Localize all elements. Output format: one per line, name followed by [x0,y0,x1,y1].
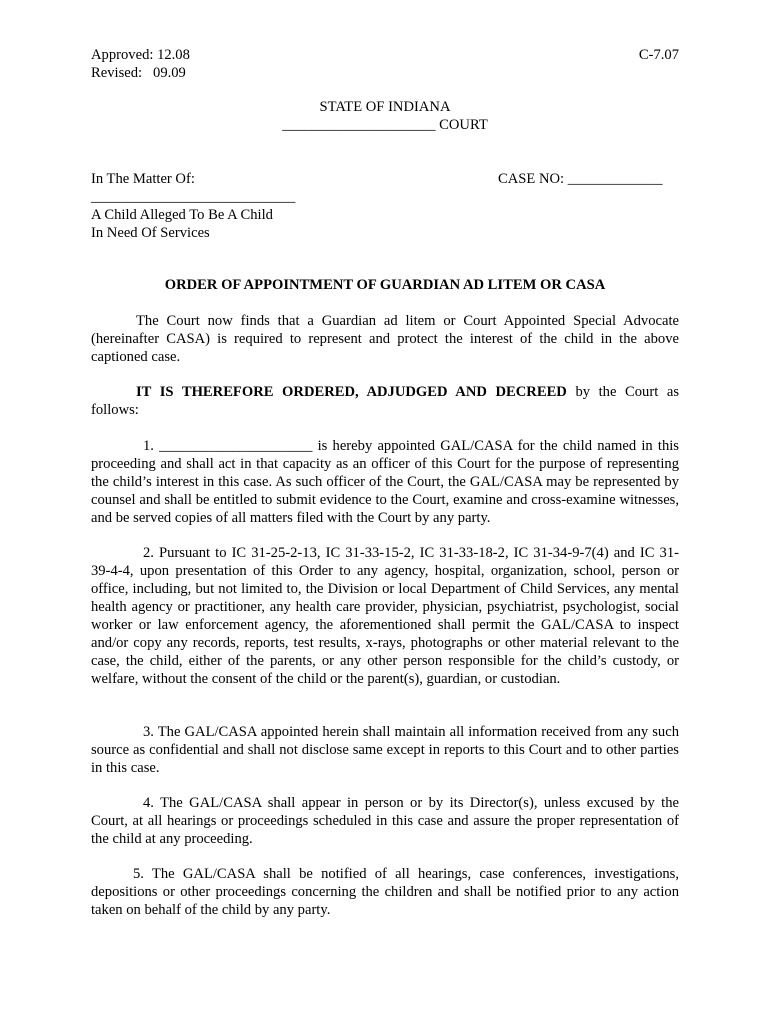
ordered-rest: by the Court as follows: [91,384,679,418]
case-number-field: CASE NO: _____________ [498,171,663,187]
approved-date: Approved: 12.08 [91,47,190,63]
document-title: ORDER OF APPOINTMENT OF GUARDIAN AD LITEM OR CASA [164,277,606,293]
matter-of-label: In The Matter Of: [91,171,195,187]
child-caption-line1: A Child Alleged To Be A Child [91,207,273,223]
state-name: STATE OF INDIANA [319,99,451,115]
court-name-line: _____________________ COURT [282,117,488,133]
ordered-paragraph [91,383,679,419]
order-item-2: 2. Pursuant to IC 31-25-2-13, IC 31-33-15-2, IC 31-33-18-2, IC 31-34-9-7(4) and IC 31-39-4-4, upon presentation of this Order to any agency, hospital, organization, school, person or office, including, but not limited to, the Division or local Department of Child Services, any mental health agency or practitioner, any health care provider, physician, psychiatrist, psychologist, social worker or law enforcement agency, the aforementioned shall permit the GAL/CASA to inspect and/or copy any records, reports, test results, x-rays, photographs or other material relevant to the case, the child, either of the parents, or any other person responsible for the child’s custody, or welfare, without the consent of the child or the parent(s), guardian, or custodian. [91,545,679,687]
order-item-5: 5. The GAL/CASA shall be notified of all hearings, case conferences, investigations, depositions or other proceedings concerning the children and shall be notified prior to any action taken on behalf of the child by any party. [91,866,679,918]
child-name-blank: ____________________________ [91,189,296,205]
order-item-4: 4. The GAL/CASA shall appear in person or by its Director(s), unless excused by the Court, at all hearings or proceedings scheduled in this case and assure the proper representation of the child at any proceeding. [91,795,679,847]
order-item-1: 1. _____________________ is hereby appointed GAL/CASA for the child named in this proceeding and shall act in that capacity as an officer of this Court for the purpose of representing the child’s interest in this case. As such officer of the Court, the GAL/CASA may be represented by counsel and shall be entitled to submit evidence to the Court, examine and cross-examine witnesses, and be served copies of all matters filed with the Court by any party. [91,438,679,526]
ordered-clause: IT IS THEREFORE ORDERED, ADJUDGED AND DECREED [136,384,567,400]
revised-date: Revised: 09.09 [91,65,186,81]
court-heading [0,98,770,134]
form-dates [91,46,190,82]
child-caption-line2: In Need Of Services [91,225,210,241]
intro-paragraph: The Court now finds that a Guardian ad litem or Court Appointed Special Advocate (hereinafter CASA) is required to represent and protect the interest of the child in the above captioned case. [91,313,679,365]
order-item-3: 3. The GAL/CASA appointed herein shall maintain all information received from any such source as confidential and shall not disclose same except in reports to this Court and to other parties in this case. [91,724,679,776]
form-number: C-7.07 [638,47,679,63]
child-caption [91,188,295,242]
